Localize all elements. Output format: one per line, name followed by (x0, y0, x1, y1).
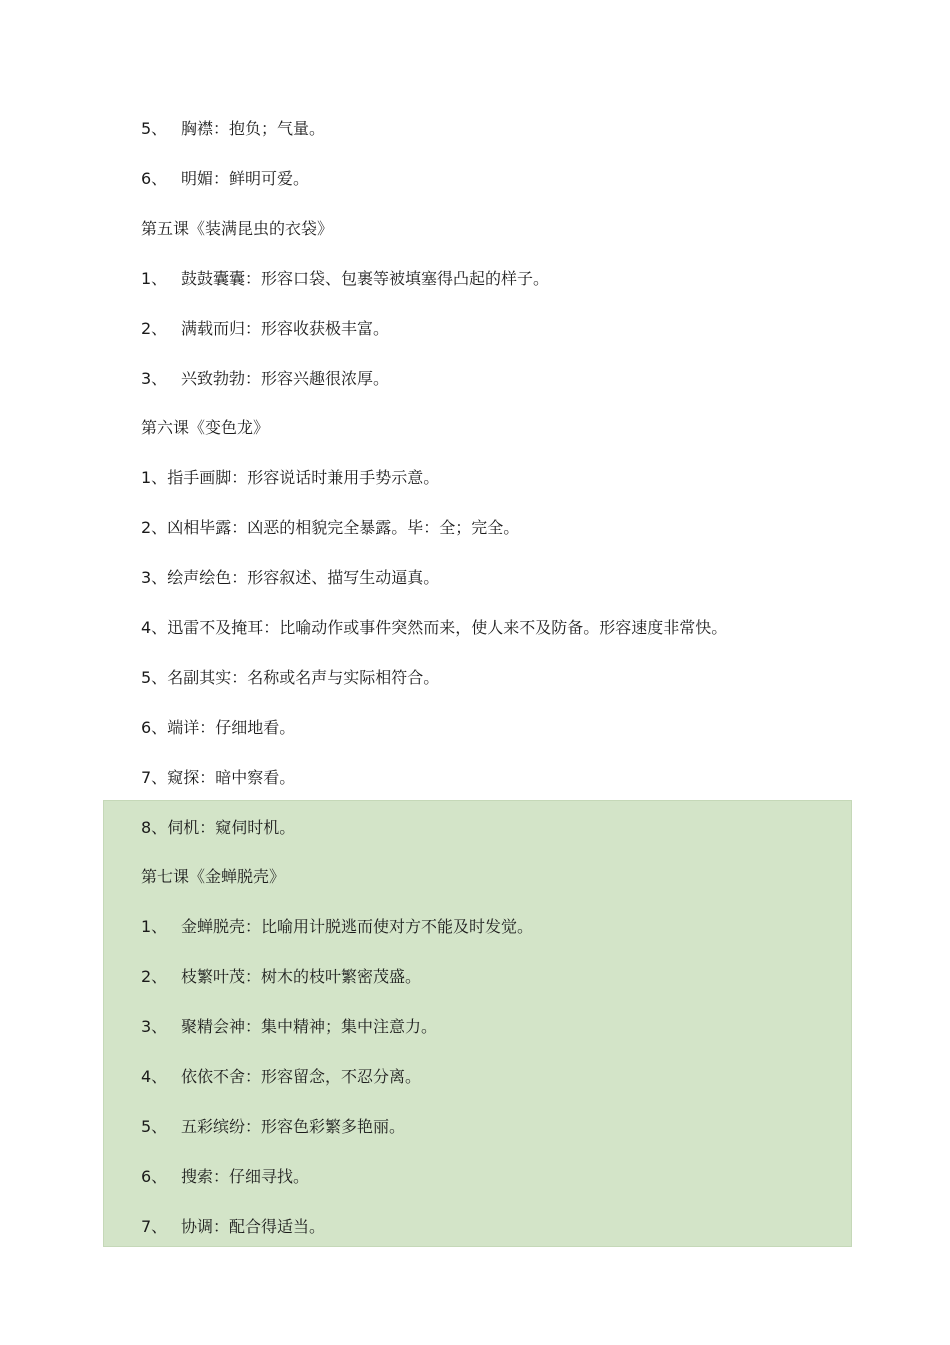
item-text: 兴致勃勃：形容兴趣很浓厚。 (181, 369, 390, 388)
item-text: 名副其实：名称或名声与实际相符合。 (167, 668, 440, 687)
item-text: 伺机：窥伺时机。 (167, 818, 296, 837)
item-number: 1、 (141, 917, 168, 936)
heading-text: 第七课《金蝉脱壳》 (141, 867, 286, 886)
list-item (141, 466, 439, 490)
item-text: 聚精会神：集中精神；集中注意力。 (181, 1017, 438, 1036)
item-number: 2、 (141, 518, 168, 537)
list-item (141, 1065, 421, 1089)
item-text: 指手画脚：形容说话时兼用手势示意。 (167, 468, 440, 487)
item-text: 依依不舍：形容留念，不忍分离。 (181, 1067, 422, 1086)
item-text: 绘声绘色：形容叙述、描写生动逼真。 (167, 568, 440, 587)
list-item (141, 1015, 437, 1039)
item-number: 2、 (141, 319, 168, 338)
heading-text: 第六课《变色龙》 (141, 418, 270, 437)
item-number: 1、 (141, 269, 168, 288)
list-item (141, 1215, 325, 1239)
list-item (141, 1165, 309, 1189)
item-number: 2、 (141, 967, 168, 986)
item-number: 4、 (141, 618, 168, 637)
item-number: 4、 (141, 1067, 168, 1086)
item-number: 7、 (141, 768, 168, 787)
item-number: 3、 (141, 568, 168, 587)
list-item (141, 965, 421, 989)
item-number: 5、 (141, 668, 168, 687)
list-item (141, 566, 439, 590)
item-text: 协调：配合得适当。 (181, 1217, 326, 1236)
item-text: 满载而归：形容收获极丰富。 (181, 319, 390, 338)
item-text: 胸襟：抱负；气量。 (181, 119, 326, 138)
list-item (141, 317, 389, 341)
item-number: 3、 (141, 1017, 168, 1036)
item-number: 6、 (141, 1167, 168, 1186)
item-number: 1、 (141, 468, 168, 487)
list-item (141, 616, 727, 640)
item-text: 金蝉脱壳：比喻用计脱逃而使对方不能及时发觉。 (181, 917, 534, 936)
list-item (141, 766, 295, 790)
section-heading (141, 217, 333, 241)
list-item (141, 167, 309, 191)
item-number: 5、 (141, 1117, 168, 1136)
list-item (141, 915, 533, 939)
item-text: 凶相毕露：凶恶的相貌完全暴露。毕：全；完全。 (167, 518, 520, 537)
item-text: 端详：仔细地看。 (167, 718, 296, 737)
list-item (141, 816, 295, 840)
item-text: 五彩缤纷：形容色彩繁多艳丽。 (181, 1117, 406, 1136)
list-item (141, 267, 549, 291)
item-number: 3、 (141, 369, 168, 388)
section-heading (141, 416, 269, 440)
list-item (141, 666, 439, 690)
item-number: 6、 (141, 718, 168, 737)
item-number: 6、 (141, 169, 168, 188)
item-text: 枝繁叶茂：树木的枝叶繁密茂盛。 (181, 967, 422, 986)
item-number: 8、 (141, 818, 168, 837)
heading-text: 第五课《装满昆虫的衣袋》 (141, 219, 334, 238)
list-item (141, 1115, 405, 1139)
item-text: 鼓鼓囊囊：形容口袋、包裹等被填塞得凸起的样子。 (181, 269, 550, 288)
list-item (141, 716, 295, 740)
item-number: 5、 (141, 119, 168, 138)
item-text: 窥探：暗中察看。 (167, 768, 296, 787)
list-item (141, 117, 325, 141)
item-text: 明媚：鲜明可爱。 (181, 169, 310, 188)
item-number: 7、 (141, 1217, 168, 1236)
section-heading (141, 865, 285, 889)
item-text: 搜索：仔细寻找。 (181, 1167, 310, 1186)
list-item (141, 367, 389, 391)
list-item (141, 516, 519, 540)
item-text: 迅雷不及掩耳：比喻动作或事件突然而来，使人来不及防备。形容速度非常快。 (167, 618, 728, 637)
